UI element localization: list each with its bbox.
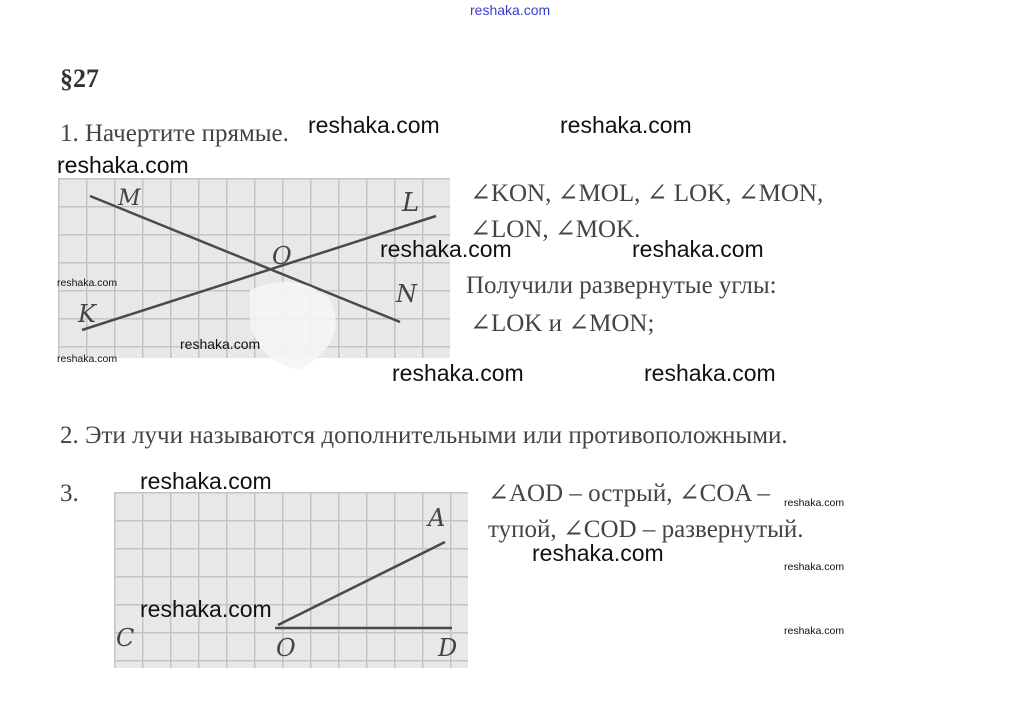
label-l: L (402, 188, 420, 218)
task1-straight-angles: ∠LOK и ∠MON; (470, 310, 655, 337)
task3-number: 3. (60, 480, 79, 507)
label-k: K (78, 300, 96, 328)
watermark: reshaka.com (392, 360, 524, 386)
label-o: O (272, 242, 292, 270)
task1-angles-line1: ∠KON, ∠MOL, ∠ LOK, ∠MON, (470, 180, 824, 207)
section-heading: §27 (60, 64, 99, 93)
label-n: N (396, 280, 417, 308)
watermark: reshaka.com (380, 236, 512, 262)
label-m: M (118, 186, 141, 211)
task3-line1: ∠AOD – острый, ∠COA – (488, 480, 770, 507)
top-site-link[interactable]: reshaka.com (470, 2, 551, 18)
watermark: reshaka.com (57, 353, 118, 365)
watermark: reshaka.com (632, 236, 764, 262)
task1-straight-title: Получили развернутые углы: (466, 272, 777, 299)
watermark: reshaka.com (140, 468, 272, 494)
task1-angles-line2: ∠LON, ∠MOK. (470, 216, 641, 243)
watermark: reshaka.com (532, 540, 664, 566)
task2-text: 2. Эти лучи называются дополнительными или противоположными. (60, 422, 788, 449)
watermark: reshaka.com (57, 277, 118, 289)
watermark: reshaka.com (308, 112, 440, 138)
watermark: reshaka.com (784, 625, 845, 637)
watermark: reshaka.com (560, 112, 692, 138)
label-a: A (428, 504, 446, 532)
watermark: reshaka.com (140, 596, 272, 622)
label-o3: O (276, 634, 296, 662)
watermark: reshaka.com (784, 561, 845, 573)
label-c: C (116, 624, 135, 652)
watermark: reshaka.com (57, 152, 189, 178)
watermark: reshaka.com (644, 360, 776, 386)
task1-title: 1. Начертите прямые. (60, 120, 289, 147)
label-d: D (438, 634, 458, 662)
watermark: reshaka.com (784, 497, 845, 509)
watermark: reshaka.com (180, 336, 261, 352)
task3-line2: тупой, ∠COD – развернутый. (488, 516, 804, 543)
